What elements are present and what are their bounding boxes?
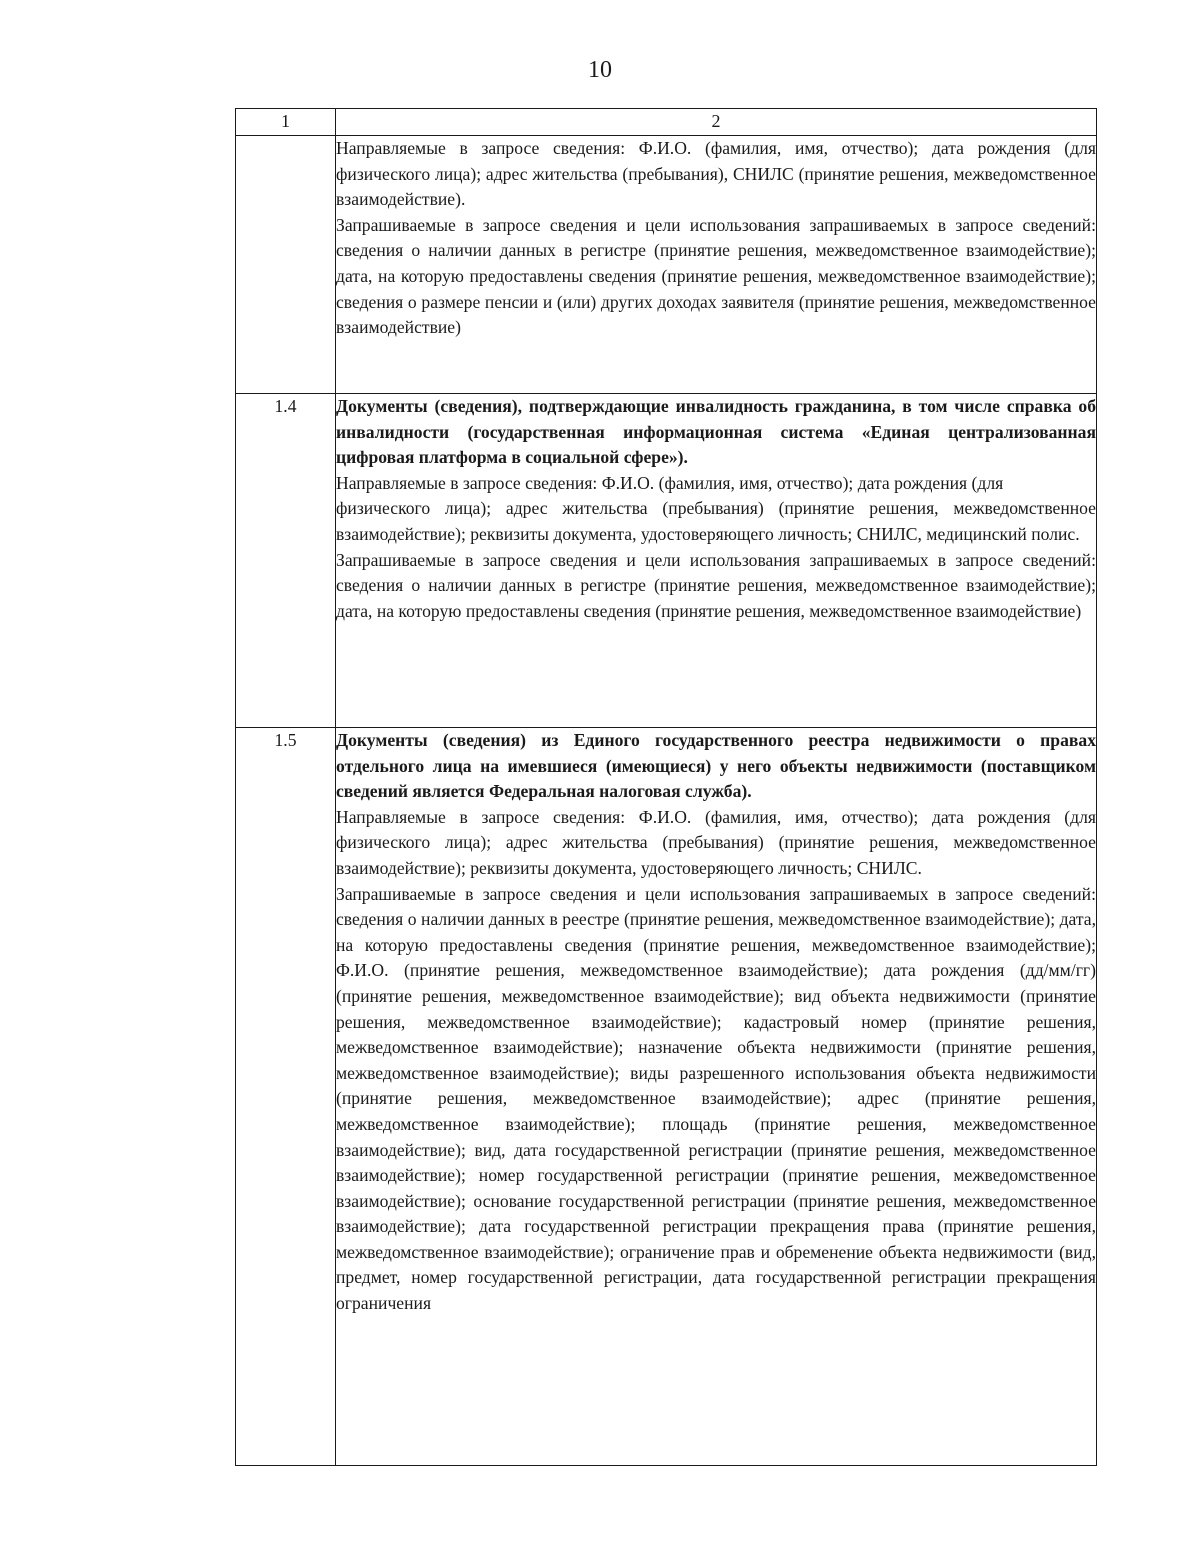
row-content bbox=[336, 728, 1097, 1466]
column-header-2: 2 bbox=[336, 109, 1097, 136]
requested-data-paragraph: Направляемые в запросе сведения: Ф.И.О. (фамилия, имя, отчество); дата рождения (для bbox=[336, 472, 1004, 493]
document-title-paragraph: Документы (сведения), подтверждающие инвалидность гражданина, в том числе справка об инвалидности (государственная информационная система «Единая централизованная цифровая платформа в социальной сфере»). bbox=[336, 396, 1096, 468]
row-content bbox=[336, 136, 1097, 394]
purpose-paragraph: Запрашиваемые в запросе сведения и цели использования запрашиваемых в запросе сведений: сведения о наличии данных в регистре (принятие решения, межведомственное взаимодействие); дата, на которую предоставлены сведения (принятие решения, межведомственное взаимодействие) bbox=[336, 549, 1096, 621]
requested-data-paragraph: Направляемые в запросе сведения: Ф.И.О. (фамилия, имя, отчество); дата рождения (для физического лица); адрес жительства (пребывания), СНИЛС (принятие решения, межведомственное взаимодействие). bbox=[336, 138, 1096, 210]
table-row bbox=[236, 394, 1097, 728]
requested-data-continuation-paragraph: физического лица); адрес жительства (пребывания) (принятие решения, межведомственное взаимодействие); реквизиты документа, удостоверяющего личность; СНИЛС, медицинский полис. bbox=[336, 498, 1096, 544]
table-row bbox=[236, 136, 1097, 394]
purpose-paragraph: Запрашиваемые в запросе сведения и цели использования запрашиваемых в запросе сведений: сведения о наличии данных в реестре (принятие решения, межведомственное взаимодействие); дата, на которую предоставлены сведения (принятие решения, межведомственное взаимодействие); Ф.И.О. (принятие решения, межведомственное взаимодействие); дата рождения (дд/мм/гг) (принятие решения, межведомственное взаимодействие); вид объекта недвижимости (принятие решения, межведомственное взаимодействие); кадастровый номер (принятие решения, межведомственное взаимодействие); назначение объекта недвижимости (принятие решения, межведомственное взаимодействие); виды разрешенного использования объекта недвижимости (принятие решения, межведомственное взаимодействие); адрес (принятие решения, межведомственное взаимодействие); площадь (принятие решения, межведомственное взаимодействие); вид, дата государственной регистрации (принятие решения, межведомственное взаимодействие); номер государственной регистрации (принятие решения, межведомственное взаимодействие); основание государственной регистрации (принятие решения, межведомственное взаимодействие); дата государственной регистрации прекращения права (принятие решения, межведомственное взаимодействие); ограничение прав и обременение объекта недвижимости (вид, предмет, номер государственной регистрации, дата государственной регистрации прекращения ограничения bbox=[336, 883, 1096, 1314]
column-header-1: 1 bbox=[236, 109, 336, 136]
row-content bbox=[336, 394, 1097, 728]
requested-data-paragraph: Направляемые в запросе сведения: Ф.И.О. (фамилия, имя, отчество); дата рождения (для физического лица); адрес жительства (пребывания) (принятие решения, межведомственное взаимодействие); реквизиты документа, удостоверяющего личность; СНИЛС. bbox=[336, 806, 1096, 878]
table-header-row bbox=[236, 109, 1097, 136]
row-number: 1.4 bbox=[236, 394, 336, 728]
row-number bbox=[236, 136, 336, 394]
document-title-paragraph: Документы (сведения) из Единого государственного реестра недвижимости о правах отдельного лица на имевшиеся (имеющиеся) у него объекты недвижимости (поставщиком сведений является Федеральная налоговая служба). bbox=[336, 730, 1096, 802]
row-number: 1.5 bbox=[236, 728, 336, 1466]
document-table bbox=[235, 108, 1097, 1466]
purpose-paragraph: Запрашиваемые в запросе сведения и цели использования запрашиваемых в запросе сведений: сведения о наличии данных в регистре (принятие решения, межведомственное взаимодействие); дата, на которую предоставлены сведения (принятие решения, межведомственное взаимодействие); сведения о размере пенсии и (или) других доходах заявителя (принятие решения, межведомственное взаимодействие) bbox=[336, 214, 1096, 338]
table-row bbox=[236, 728, 1097, 1466]
page-number: 10 bbox=[588, 57, 612, 83]
